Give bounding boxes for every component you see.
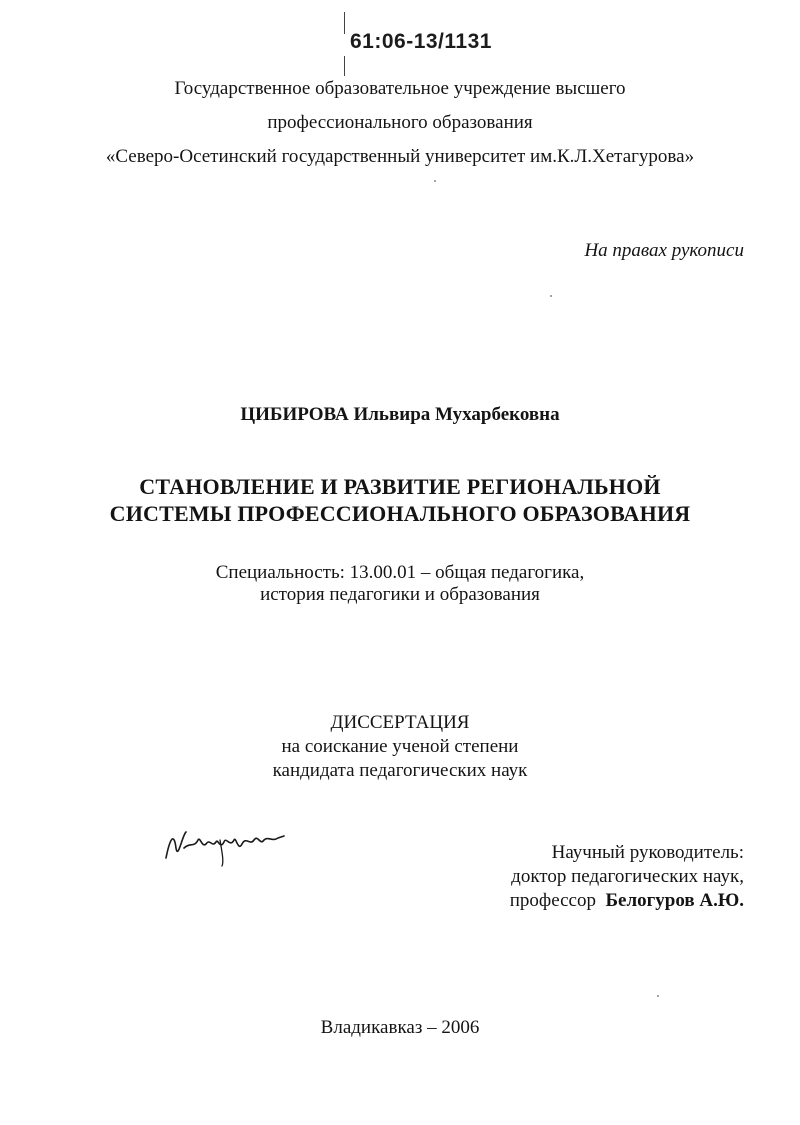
dissertation-line-2: кандидата педагогических наук [272, 760, 528, 781]
author-signature [160, 818, 290, 868]
city-year: Владикавказ – 2006 [320, 1017, 480, 1038]
title-line-2: СИСТЕМЫ ПРОФЕССИОНАЛЬНОГО ОБРАЗОВАНИЯ [109, 501, 691, 526]
supervisor-line [480, 888, 744, 914]
title-line-1: СТАНОВЛЕНИЕ И РАЗВИТИЕ РЕГИОНАЛЬНОЙ [139, 474, 661, 499]
dissertation-line-1: на соискание ученой степени [281, 736, 519, 757]
specialty-line-1: Специальность: 13.00.01 – общая педагогика, [215, 562, 585, 583]
scan-speck [434, 180, 436, 182]
catalog-margin-line-lower [344, 56, 345, 76]
catalog-number: 61:06-13/1131 [350, 30, 492, 53]
specialty-line-2: история педагогики и образования [260, 584, 540, 605]
supervisor-name: Белогуров А.Ю. [605, 890, 744, 911]
institution-line-1: Государственное образовательное учреждение высшего [174, 78, 626, 99]
manuscript-note: На правах рукописи [584, 240, 744, 261]
institution-line-2: профессионального образования [267, 112, 533, 133]
supervisor-degree: доктор педагогических наук, [511, 866, 744, 887]
institution-line-3: «Северо-Осетинский государственный университет им.К.Л.Хетагурова» [105, 146, 695, 167]
supervisor-rank: профессор [509, 890, 596, 911]
catalog-margin-line [344, 12, 345, 34]
scan-speck [550, 295, 552, 297]
supervisor-label: Научный руководитель: [551, 842, 744, 863]
dissertation-heading: ДИССЕРТАЦИЯ [330, 712, 470, 733]
scan-speck [657, 995, 659, 997]
author-name: ЦИБИРОВА Ильвира Мухарбековна [240, 404, 560, 425]
